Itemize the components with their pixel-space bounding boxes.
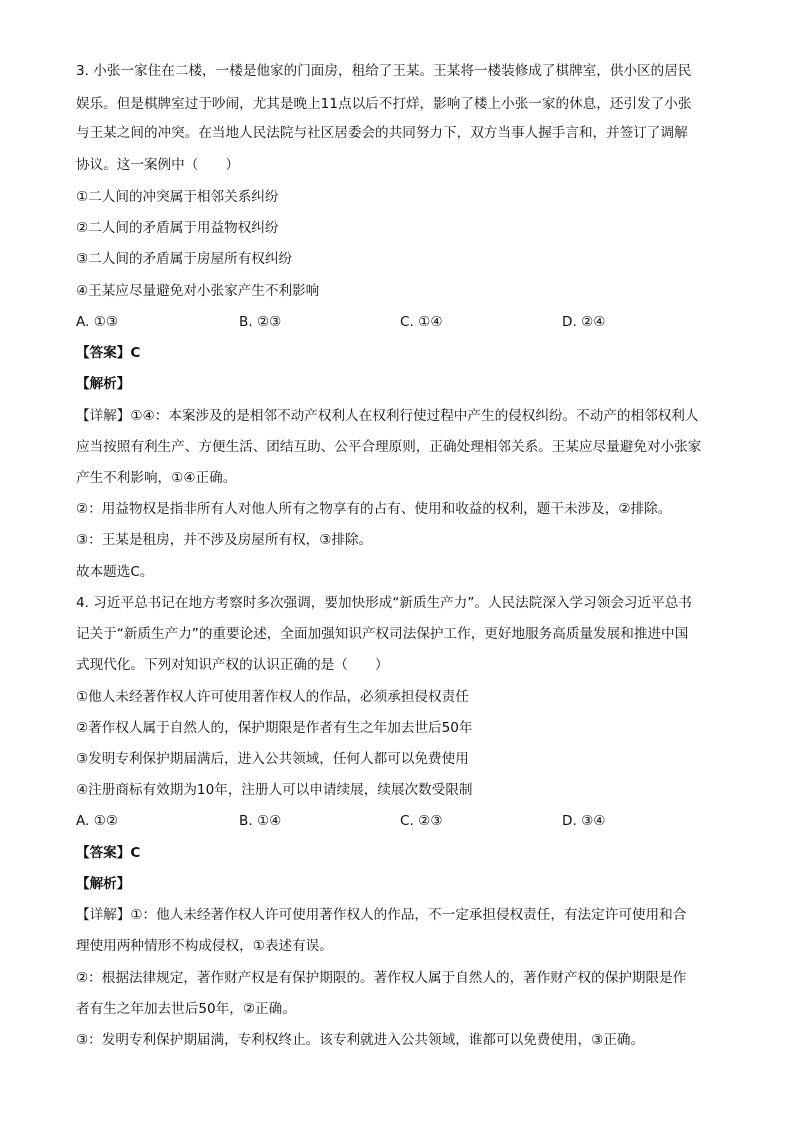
q3-statement: ②二人间的矛盾属于用益物权纠纷 xyxy=(76,220,279,236)
q4-detail-line: ③：发明专利保护期届满，专利权终止。该专利就进入公共领域，谁都可以免费使用，③正确。 xyxy=(76,1032,645,1048)
q3-answer: 【答案】C xyxy=(76,345,141,361)
q4-statement: ③发明专利保护期届满后，进入公共领域，任何人都可以免费使用 xyxy=(76,751,469,767)
q4-option-d: D. ③④ xyxy=(562,813,606,829)
q4-stem-line: 记关于“新质生产力”的重要论述，全面加强知识产权司法保护工作，更好地服务高质量发展和推进中国 xyxy=(76,626,689,642)
q3-detail-line: 产生不利影响，①④正确。 xyxy=(76,470,237,486)
q4-detail-line: 理使用两种情形不构成侵权，①表述有误。 xyxy=(76,938,333,954)
q4-statement: ①他人未经著作权人许可使用著作权人的作品，必须承担侵权责任 xyxy=(76,689,469,705)
q3-option-b: B. ②③ xyxy=(239,314,282,330)
q3-option-c: C. ①④ xyxy=(400,314,443,330)
q4-analysis-label: 【解析】 xyxy=(76,876,131,892)
q3-statement: ④王某应尽量避免对小张家产生不利影响 xyxy=(76,283,320,299)
q4-options xyxy=(76,810,724,832)
q3-detail-line: ②：用益物权是指非所有人对他人所有之物享有的占有、使用和收益的权利，题干未涉及，②排除。 xyxy=(76,501,672,517)
q3-stem-line: 协议。这一案例中（ ） xyxy=(76,157,240,173)
q3-statement: ③二人间的矛盾属于房屋所有权纠纷 xyxy=(76,251,293,267)
q3-statement: ①二人间的冲突属于相邻关系纠纷 xyxy=(76,189,279,205)
q3-options xyxy=(76,311,724,333)
q4-answer: 【答案】C xyxy=(76,845,141,861)
q3-detail-line: 应当按照有利生产、方便生活、团结互助、公平合理原则，正确处理相邻关系。王某应尽量避免对小张家 xyxy=(76,439,702,455)
q4-statement: ④注册商标有效期为10年，注册人可以申请续展，续展次数受限制 xyxy=(76,782,473,798)
q3-stem-line: 3. 小张一家住在二楼，一楼是他家的门面房，租给了王某。王某将一楼装修成了棋牌室，供小区的居民 xyxy=(76,63,692,79)
q3-option-d: D. ②④ xyxy=(562,314,606,330)
q4-option-c: C. ②③ xyxy=(400,813,443,829)
q4-stem-line: 式现代化。下列对知识产权的认识正确的是（ ） xyxy=(76,657,389,673)
q4-option-b: B. ①④ xyxy=(239,813,282,829)
q4-detail-line: ②：根据法律规定，著作财产权是有保护期限的。著作权人属于自然人的，著作财产权的保护期限是作 xyxy=(76,970,687,986)
q3-analysis-label: 【解析】 xyxy=(76,376,131,392)
q3-detail-line: 【详解】①④：本案涉及的是相邻不动产权利人在权利行使过程中产生的侵权纠纷。不动产的相邻权利人 xyxy=(76,408,699,424)
q3-stem-line: 娱乐。但是棋牌室过于吵闹，尤其是晚上11点以后不打烊，影响了楼上小张一家的休息，还引发了小张 xyxy=(76,96,692,112)
q4-stem-line: 4. 习近平总书记在地方考察时多次强调，要加快形成“新质生产力”。人民法院深入学习领会习近平总书 xyxy=(76,595,692,611)
q3-stem-line: 与王某之间的冲突。在当地人民法院与社区居委会的共同努力下，双方当事人握手言和，并签订了调解 xyxy=(76,125,688,141)
q3-option-a: A. ①③ xyxy=(76,314,119,330)
q4-detail-line: 【详解】①：他人未经著作权人许可使用著作权人的作品，不一定承担侵权责任，有法定许可使用和合 xyxy=(76,907,687,923)
q3-conclusion: 故本题选C。 xyxy=(76,564,154,580)
q4-detail-line: 者有生之年加去世后50年，②正确。 xyxy=(76,1001,296,1017)
q3-detail-line: ③：王某是租房，并不涉及房屋所有权，③排除。 xyxy=(76,532,373,548)
q4-statement: ②著作权人属于自然人的，保护期限是作者有生之年加去世后50年 xyxy=(76,720,473,736)
q4-option-a: A. ①② xyxy=(76,813,119,829)
